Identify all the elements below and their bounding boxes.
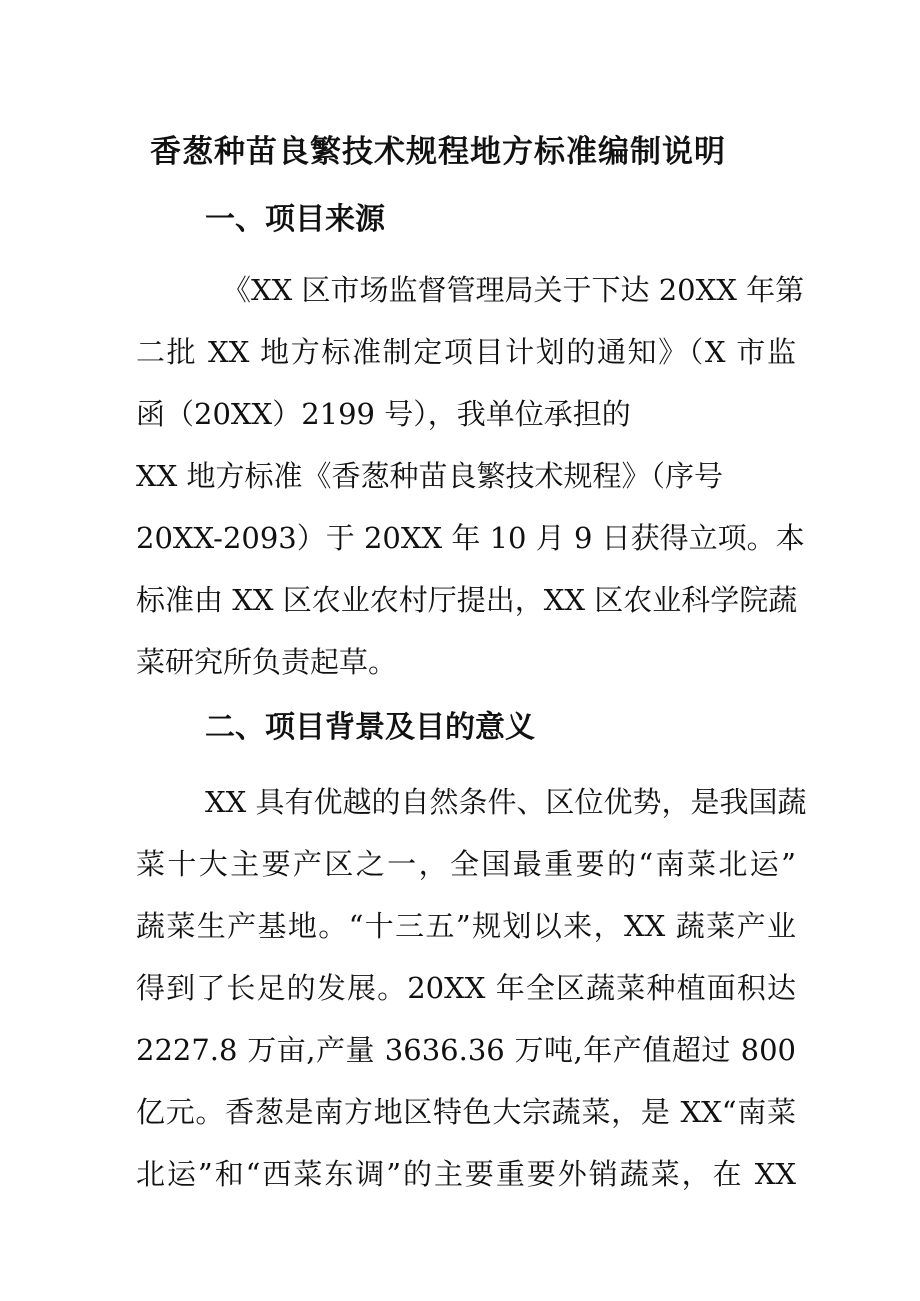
paragraph-line: 2227.8 万亩,产量 3636.36 万吨,年产值超过 800 xyxy=(136,1033,796,1067)
paragraph-line: 标准由 XX 区农业农村厅提出，XX 区农业科学院蔬 xyxy=(136,583,798,617)
section-heading-project-source: 一、项目来源 xyxy=(205,202,385,237)
paragraph-line: 20XX-2093）于 20XX 年 10 月 9 日获得立项。本 xyxy=(136,521,805,555)
paragraph-line: 得到了长足的发展。20XX 年全区蔬菜种植面积达 xyxy=(136,971,796,1005)
paragraph-line: 《XX 区市场监督管理局关于下达 20XX 年第 xyxy=(222,273,805,307)
paragraph-line: 蔬菜生产基地。“十三五”规划以来，XX 蔬菜产业 xyxy=(136,909,796,943)
paragraph-line: XX 具有优越的自然条件、区位优势，是我国蔬 xyxy=(205,785,807,819)
paragraph-line: XX 地方标准《香葱种苗良繁技术规程》（序号 xyxy=(136,459,724,493)
paragraph-line: 菜十大主要产区之一，全国最重要的“南菜北运” xyxy=(136,847,796,881)
paragraph-line: 菜研究所负责起草。 xyxy=(136,645,398,679)
paragraph-line: 北运”和“西菜东调”的主要重要外销蔬菜，在 XX xyxy=(136,1157,796,1191)
paragraph-line: 二批 XX 地方标准制定项目计划的通知》（X 市监 xyxy=(136,335,796,369)
document-title: 香葱种苗良繁技术规程地方标准编制说明 xyxy=(150,134,726,170)
section-heading-background: 二、项目背景及目的意义 xyxy=(205,710,535,745)
paragraph-line: 函（20XX）2199 号），我单位承担的 xyxy=(136,397,631,431)
paragraph-line: 亿元。香葱是南方地区特色大宗蔬菜，是 XX“南菜 xyxy=(136,1095,796,1129)
